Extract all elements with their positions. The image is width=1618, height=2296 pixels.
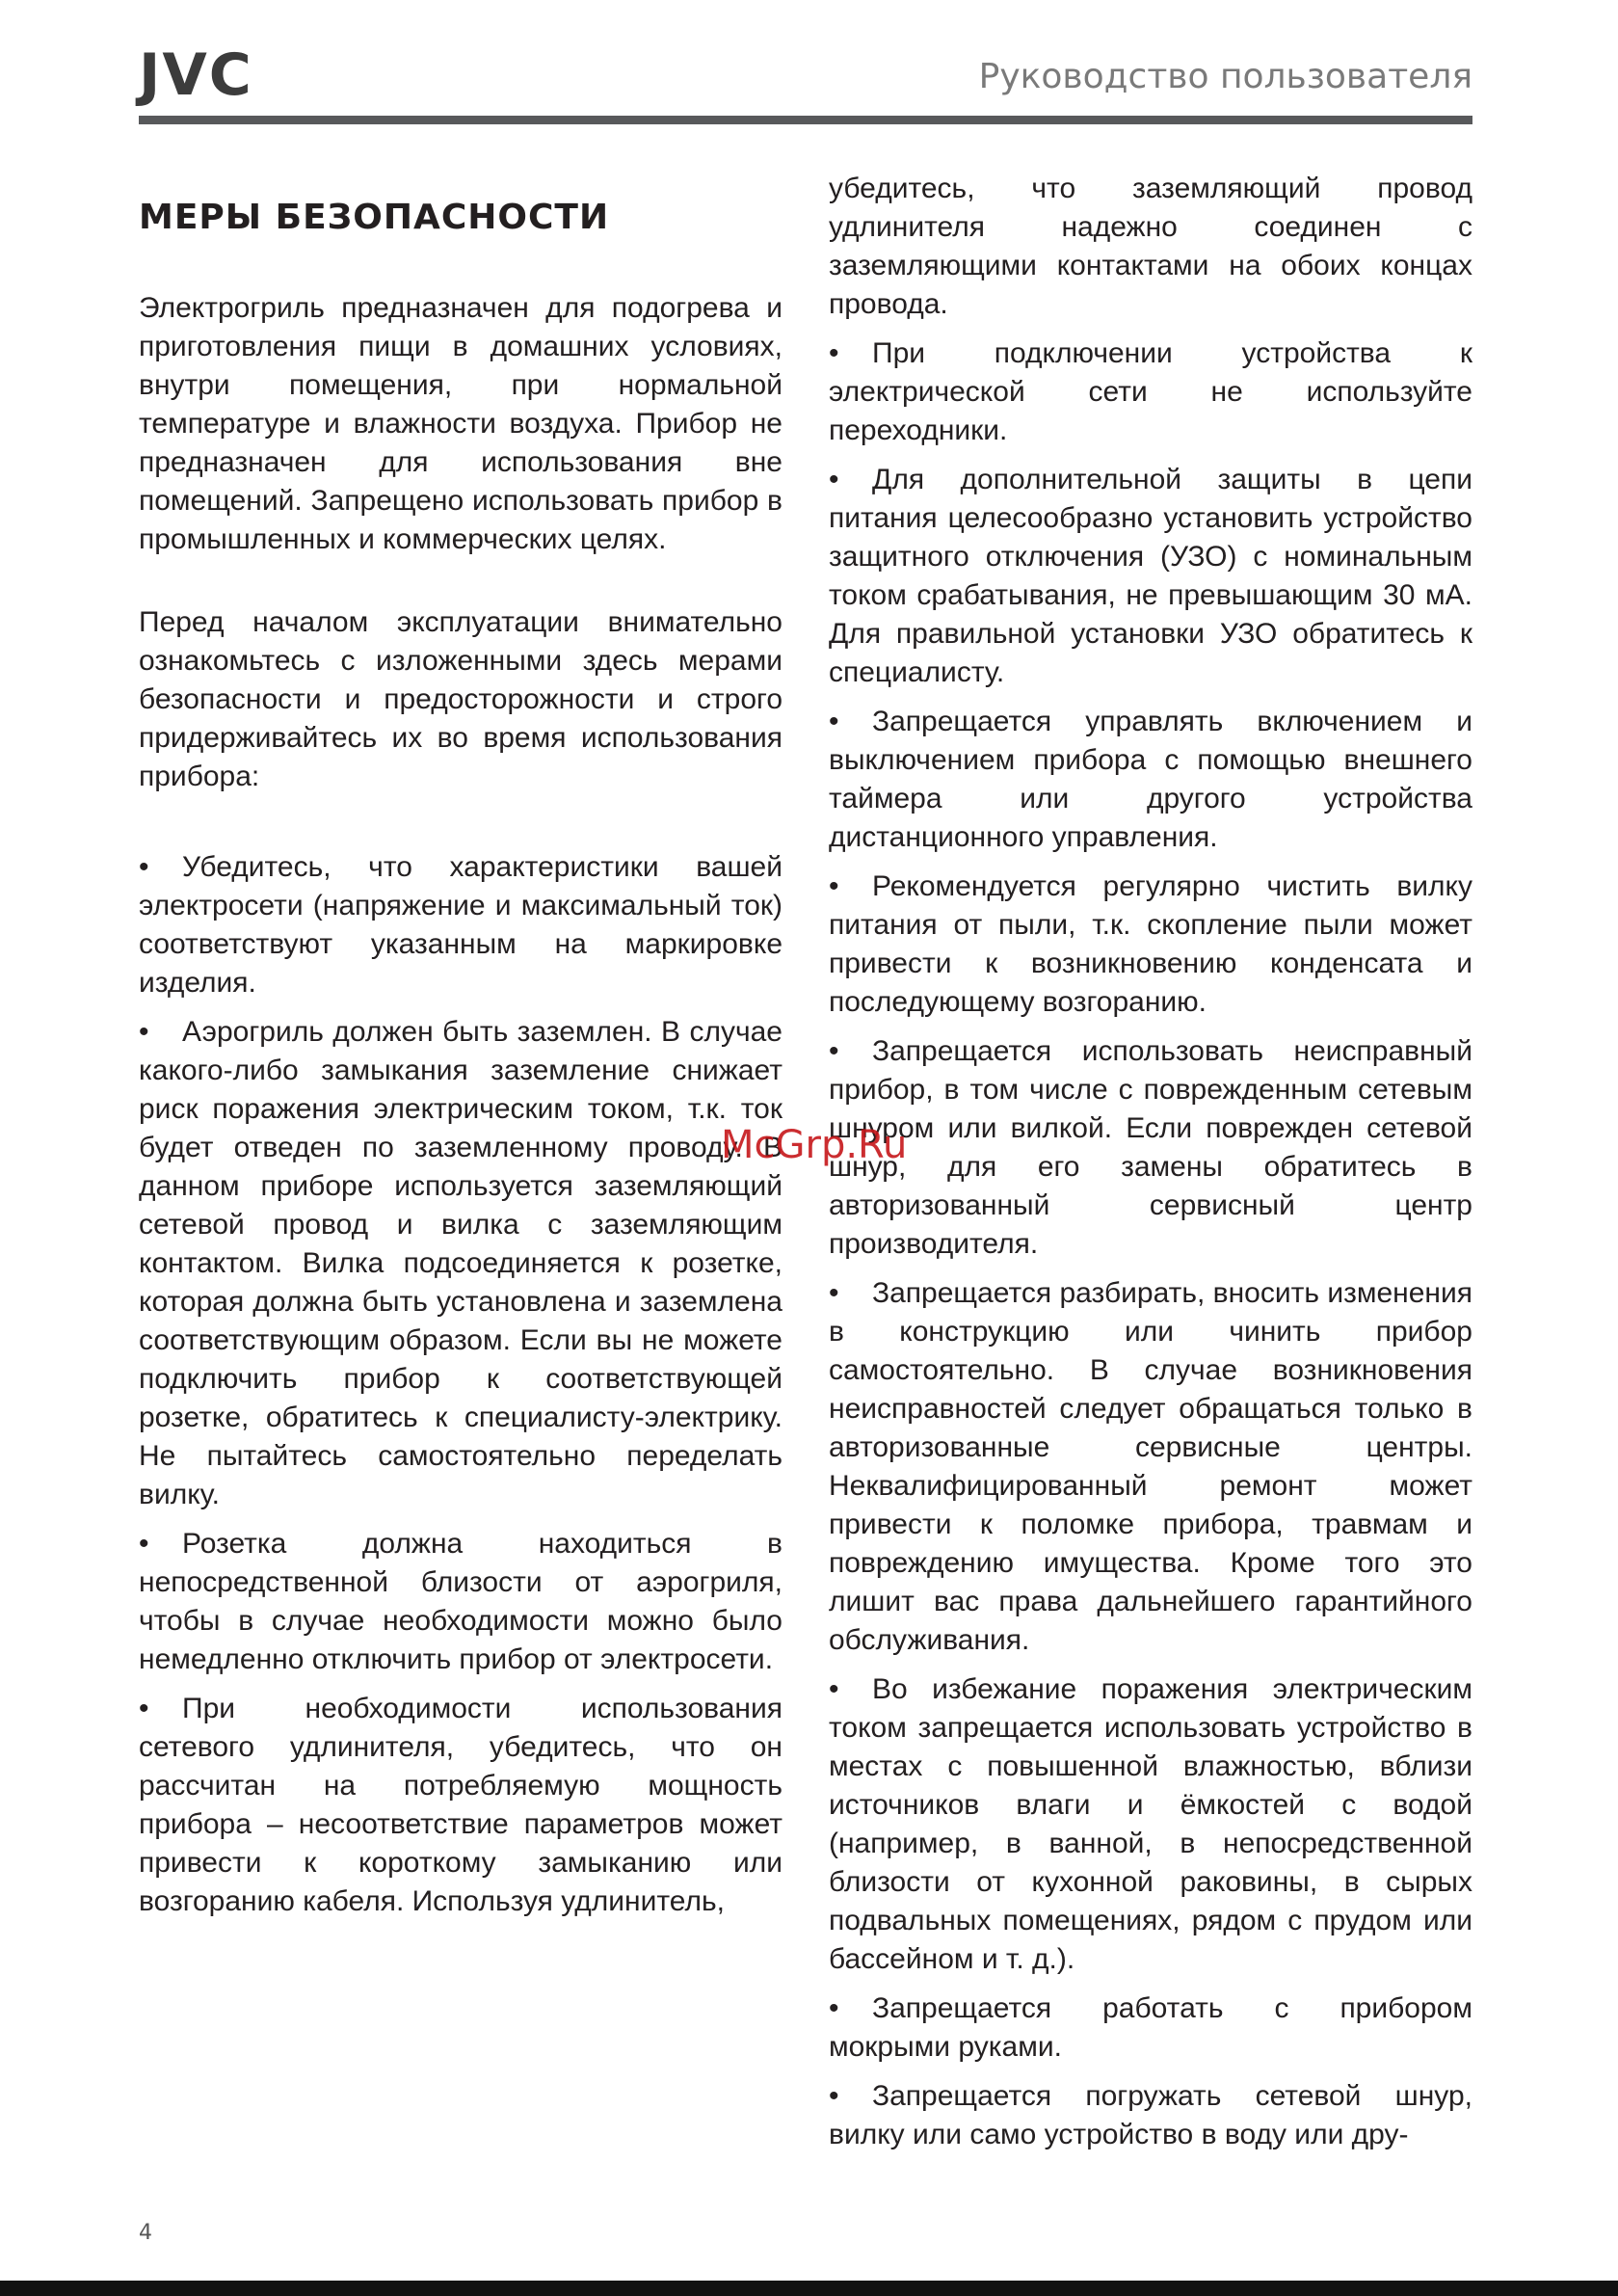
list-item-text: Запрещается разбирать, вносить изменения в конструкцию или чинить прибор самостоятельно. В случае возникновения неисправностей следует обращаться только в авторизованные сервисные центры. Неквалифицированный ремонт может привести к поломке прибора, травмам и повреждению имущества. Кроме того это лишит вас права дальнейшего гарантийного обслуживания. (829, 1277, 1472, 1656)
bullet-icon: • (829, 1277, 839, 1309)
list-item-text: Запрещается использовать неисправный прибор, в том числе с поврежденным сетевым шнуром или вилкой. Если поврежден сетевой шнур, для его замены обратитесь в авторизованный сервисный центр производителя. (829, 1035, 1472, 1260)
section-heading: МЕРЫ БЕЗОПАСНОСТИ (139, 198, 610, 237)
list-item-text: Аэрогриль должен быть заземлен. В случае какого-либо замыкания заземление снижает риск поражения электрическим током, т.к. ток будет отведен по заземленному проводу. В данном приборе используется заземляющий сетевой провод и вилка с заземляющим контактом. Вилка подсоединяется к розетке, которая должна быть установлена и заземлена соответствующим образом. Если вы не можете подключить прибор к соответствующей розетке, обратитесь к специалисту-электрику. Не пытайтесь самостоятельно переделать вилку. (139, 1016, 782, 1510)
bullet-icon: • (829, 870, 839, 902)
list-item-text: Розетка должна находиться в непосредственной близости от аэрогриля, чтобы в случае необходимости можно было немедленно отключить прибор от электросети. (139, 1528, 782, 1675)
bullet-icon: • (829, 1035, 839, 1067)
list-item-text: При необходимости использования сетевого удлинителя, убедитесь, что он рассчитан на потребляемую мощность прибора – несоответствие параметров может привести к короткому замыканию или возгоранию кабеля. Используя удлинитель, (139, 1693, 782, 1917)
list-item-text: Для дополнительной защиты в цепи питания целесообразно установить устройство защитного отключения (УЗО) с номинальным током срабатывания, не превышающим 30 мА. Для правильной установки УЗО обратитесь к специалисту. (829, 464, 1472, 688)
list-item (829, 868, 1472, 1022)
watermark-link[interactable]: McGrp.Ru (721, 1123, 908, 1167)
bullet-icon: • (139, 1528, 149, 1560)
list-item (829, 461, 1472, 692)
list-item-text: При подключении устройства к электрической сети не используйте переходники. (829, 337, 1472, 446)
bullet-icon: • (139, 1016, 149, 1048)
list-item (829, 703, 1472, 857)
header-divider (139, 116, 1472, 124)
list-item-text: Рекомендуется регулярно чистить вилку питания от пыли, т.к. скопление пыли может привести к возникновению конденсата и последующему возгоранию. (829, 870, 1472, 1018)
footer-bar (0, 2281, 1618, 2296)
list-item (829, 1670, 1472, 1979)
list-item (139, 848, 782, 1002)
brand-logo: JVC (139, 41, 253, 109)
list-item (829, 2077, 1472, 2154)
list-item (139, 1690, 782, 1921)
header-title: Руководство пользователя (978, 57, 1472, 96)
list-item (829, 1274, 1472, 1660)
list-item (829, 334, 1472, 450)
page-number: 4 (139, 2221, 152, 2245)
list-item-text: Запрещается работать с прибором мокрыми руками. (829, 1992, 1472, 2063)
list-item-text: Запрещается погружать сетевой шнур, вилку или само устройство в воду или дру- (829, 2080, 1472, 2150)
left-bullet-list (139, 848, 782, 1921)
list-item (829, 1032, 1472, 1264)
intro-paragraph-2: Перед началом эксплуатации внимательно ознакомьтесь с изложенными здесь мерами безопасности и предосторожности и строго придерживайтесь их во время использования прибора: (139, 606, 782, 792)
right-column (829, 170, 1472, 2165)
bullet-icon: • (829, 337, 839, 369)
bullet-icon: • (139, 1693, 149, 1724)
bullet-icon: • (829, 2080, 839, 2112)
list-item (139, 1525, 782, 1679)
bullet-icon: • (829, 1673, 839, 1705)
bullet-icon: • (829, 464, 839, 495)
list-item (139, 1013, 782, 1514)
list-item-text: Запрещается управлять включением и выключением прибора с помощью внешнего таймера или другого устройства дистанционного управления. (829, 706, 1472, 853)
left-column (139, 154, 782, 1932)
list-item (829, 1989, 1472, 2067)
intro-paragraph-1: Электрогриль предназначен для подогрева и приготовления пищи в домашних условиях, внутри помещения, при нормальной температуре и влажности воздуха. Прибор не предназначен для использования вне помещений. Запрещено использовать прибор в промышленных и коммерческих целях. (139, 292, 782, 555)
bullet-icon: • (139, 851, 149, 883)
right-bullet-list (829, 334, 1472, 2154)
bullet-icon: • (829, 706, 839, 737)
list-item-text: Во избежание поражения электрическим током запрещается использовать устройство в местах с повышенной влажностью, вблизи источников влаги и ёмкостей с водой (например, в ванной, в непосредственной близости от кухонной раковины, в сырых подвальных помещениях, рядом с прудом или бассейном и т. д.). (829, 1673, 1472, 1975)
continued-paragraph: убедитесь, что заземляющий провод удлинителя надежно соединен с заземляющими контактами на обоих концах провода. (829, 173, 1472, 320)
bullet-icon: • (829, 1992, 839, 2024)
list-item-text: Убедитесь, что характеристики вашей электросети (напряжение и максимальный ток) соответствуют указанным на маркировке изделия. (139, 851, 782, 999)
